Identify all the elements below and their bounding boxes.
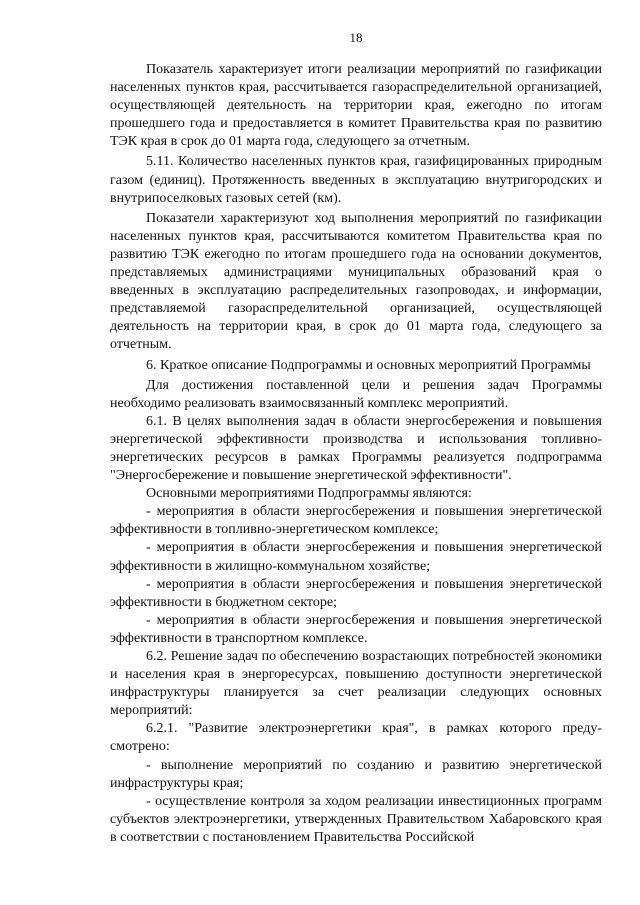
list-item-investment-control: - осуществление контроля за ходом реализации инвестиционных программ субъектов электроэнергетики, утвержденных Правительством Хабаровского края в соответствии с постановлением Правительства Российской <box>110 793 602 845</box>
list-item-transport-complex: - мероприятия в области энергосбережения и повышения энергетической эффективности в транспортном комплексе. <box>110 612 602 646</box>
page-number: 18 <box>349 30 363 45</box>
list-item-housing-utilities: - мероприятия в области энергосбережения и повышения энергетической эффективности в жилищно-коммунальном хозяйстве; <box>110 540 602 574</box>
section-heading-6: 6. Краткое описание Подпрограммы и основных мероприятий Программы <box>146 357 591 373</box>
list-item-energy-infrastructure: - выполнение мероприятий по созданию и развитию энергетической инфраструктуры края; <box>110 757 602 791</box>
paragraph-6-1: 6.1. В целях выполнения задач в области энергосбережения и повышения энергетической эффективности производства и использования топливно-энергетических ресурсов в рамках Программы реализуется подпрограмма "Энергосбережение и повышение энергетической эффективности". <box>110 413 602 484</box>
document-page <box>110 30 602 847</box>
paragraph-6-2: 6.2. Решение задач по обеспечению возрастающих потребностей экономики и населения края в энергоресурсах, повышению доступности энергетической инфраструктуры планируется за счет реализации следующих основных мероприятий: <box>110 649 602 719</box>
paragraph-5-11: 5.11. Количество населенных пунктов края, газифицированных природным газом (единиц). Протяженность введенных в эксплуатацию внутригородских и внутрипоселковых газовых сетей (км). <box>110 154 602 206</box>
paragraph-indicators-description: Показатели характеризуют ход выполнения мероприятий по газификации населенных пунктов края, рассчитываются комитетом Правительства края по развитию ТЭК ежегодно по итогам прошедшего года на основании документов, представляемых администрациями муниципальных образований края о введенных в эксплуатацию распределительных газопроводах, и информации, представляемой газораспределительной организацией, осуществляющей деятельность на территории края, в срок до 01 марта года, следующего за отчетным. <box>110 210 602 353</box>
paragraph-main-activities-intro: Основными мероприятиями Подпрограммы являются: <box>146 486 472 502</box>
list-item-budget-sector: - мероприятия в области энергосбережения и повышения энергетической эффективности в бюджетном секторе; <box>110 576 602 610</box>
paragraph-indicator-gasification-note: Показатель характеризует итоги реализации мероприятий по газификации населенных пунктов края, рассчитывается газораспределительной организацией, осуществляющей деятельность на территории края, ежегодно по итогам прошедшего года и предоставляется в комитет Правительства края по развитию ТЭК края в срок до 01 марта года, следующего за отчетным. <box>110 62 602 150</box>
paragraph-6-2-1: 6.2.1. "Развитие электроэнергетики края", в рамках которого предусмотрено: <box>110 721 602 755</box>
paragraph-program-goal: Для достижения поставленной цели и решения задач Программы необходимо реализовать взаимосвязанный комплекс мероприятий. <box>110 377 602 411</box>
list-item-fuel-energy-complex: - мероприятия в области энергосбережения и повышения энергетической эффективности в топливно-энергетическом комплексе; <box>110 504 602 538</box>
